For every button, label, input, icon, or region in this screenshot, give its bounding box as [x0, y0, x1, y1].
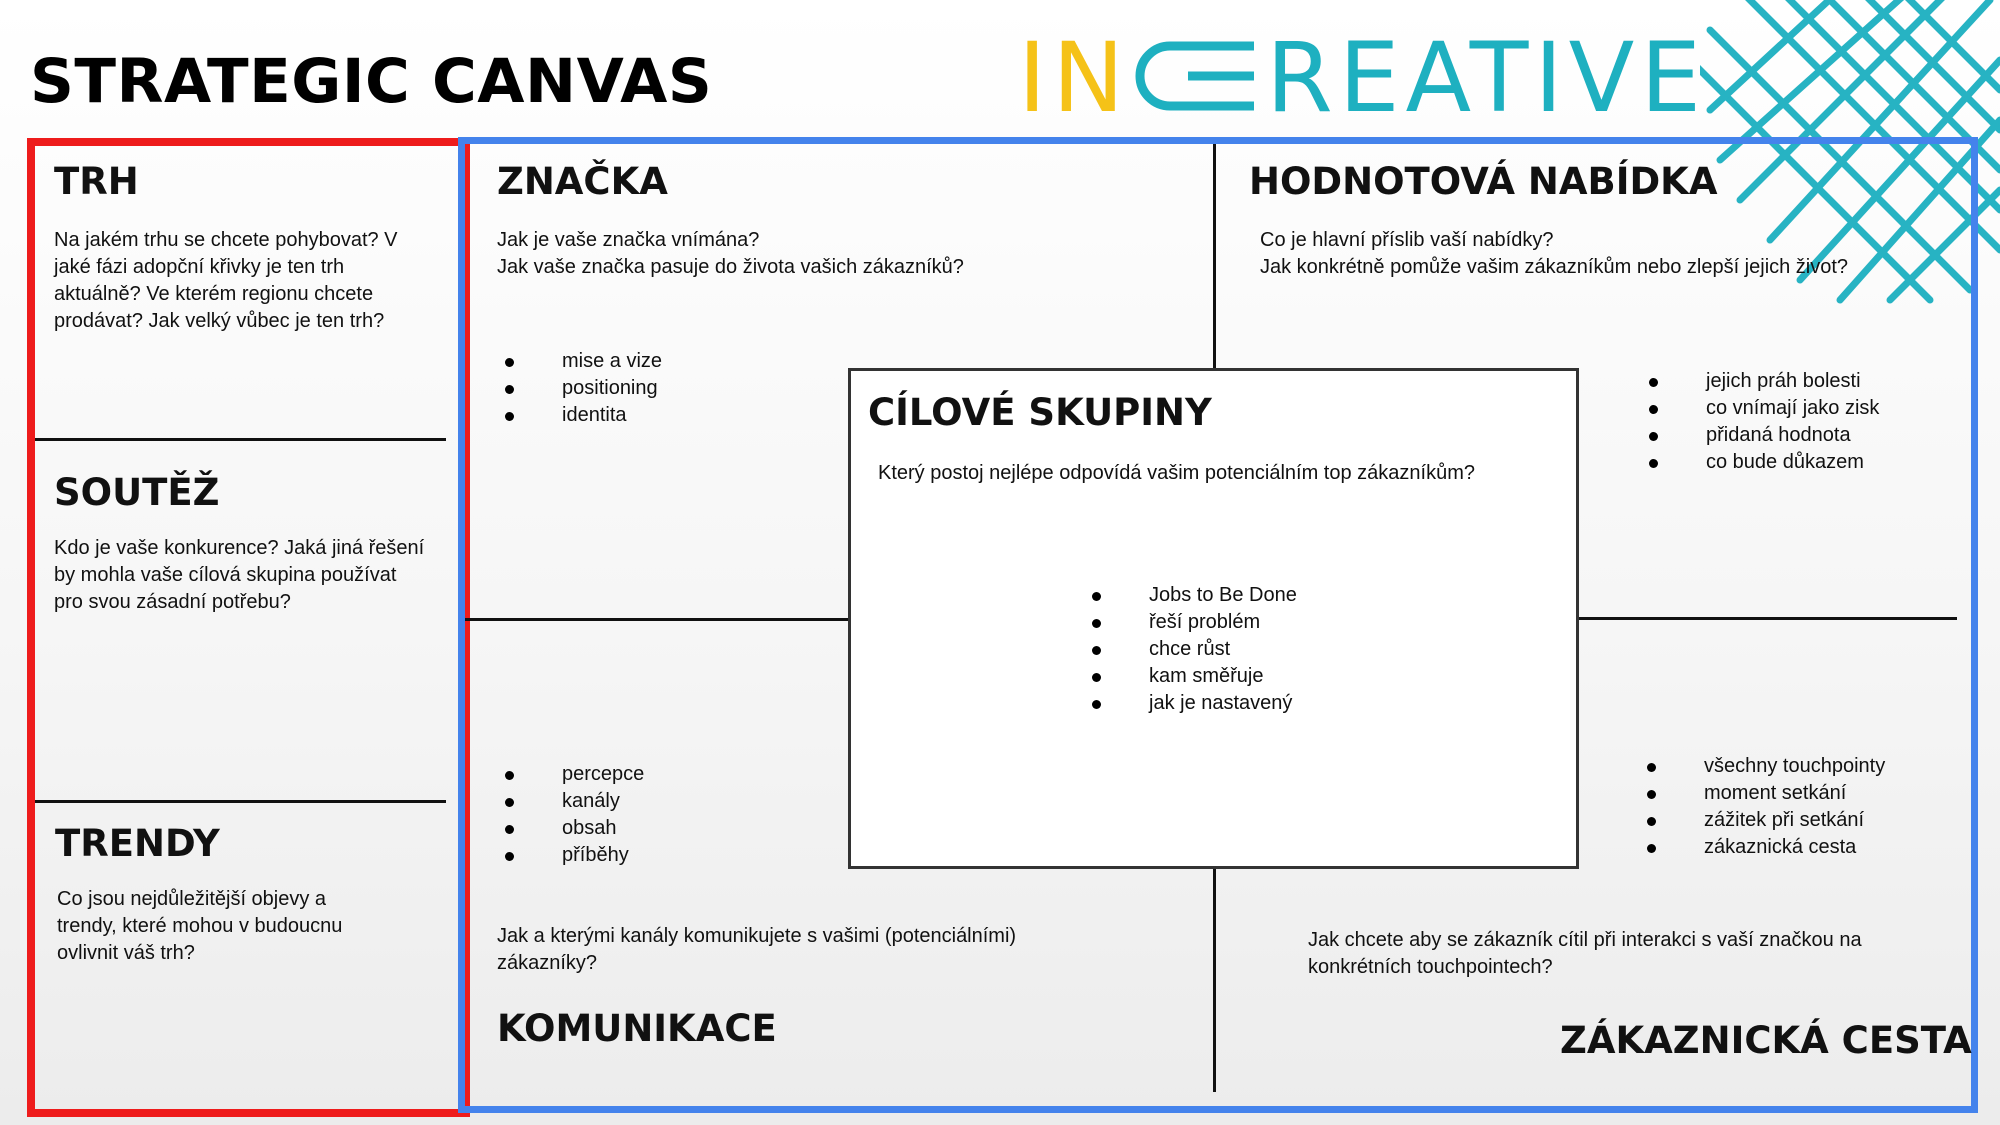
list-item: zážitek při setkání [1642, 807, 1885, 834]
list-item: jejich práh bolesti [1644, 368, 1879, 395]
list-item: Jobs to Be Done [1087, 582, 1297, 609]
zakaznicka-cesta-list [1642, 753, 1885, 861]
list-item: zákaznická cesta [1642, 834, 1885, 861]
list-item: přidaná hodnota [1644, 422, 1879, 449]
list-item: příběhy [500, 842, 644, 869]
section-title-trendy: TRENDY [55, 822, 220, 865]
logo-part-in: IN [1018, 22, 1131, 134]
list-item: mise a vize [500, 348, 662, 375]
divider-left-horizontal [465, 618, 850, 621]
section-title-zakaznicka-cesta: ZÁKAZNICKÁ CESTA [1560, 1019, 1972, 1062]
list-item: co bude důkazem [1644, 449, 1879, 476]
divider-trh-soutez [35, 438, 446, 441]
list-item: chce růst [1087, 636, 1297, 663]
page-title: STRATEGIC CANVAS [30, 46, 713, 117]
komunikace-question: Jak a kterými kanály komunikujete s vašimi (potenciálními) zákazníky? [497, 925, 1017, 974]
znacka-question-2: Jak vaše značka pasuje do života vašich zákazníků? [497, 256, 964, 278]
list-item: jak je nastavený [1087, 690, 1297, 717]
list-item: kam směřuje [1087, 663, 1297, 690]
hodnotova-question-2: Jak konkrétně pomůže vašim zákazníkům nebo zlepší jejich život? [1260, 256, 1849, 278]
list-item: percepce [500, 761, 644, 788]
section-title-cilove-skupiny: CÍLOVÉ SKUPINY [868, 391, 1212, 434]
list-item: moment setkání [1642, 780, 1885, 807]
list-item: všechny touchpointy [1642, 753, 1885, 780]
increative-logo [1018, 22, 1707, 134]
znacka-question-1: Jak je vaše značka vnímána? [497, 229, 760, 251]
section-title-soutez: SOUTĚŽ [54, 471, 220, 514]
logo-c-shape-icon [1132, 41, 1258, 111]
section-title-komunikace: KOMUNIKACE [497, 1007, 777, 1050]
znacka-list [500, 348, 662, 429]
section-title-znacka: ZNAČKA [497, 160, 668, 203]
divider-right-horizontal [1577, 617, 1957, 620]
zakaznicka-cesta-question: Jak chcete aby se zákazník cítil při interakci s vaší značkou na konkrétních touchpointech? [1308, 929, 1862, 978]
divider-top-vertical [1213, 144, 1216, 370]
cilove-skupiny-question: Který postoj nejlépe odpovídá vašim potenciálním top zákazníkům? [878, 462, 1476, 484]
list-item: identita [500, 402, 662, 429]
cilove-skupiny-list [1087, 582, 1297, 717]
hodnotova-list [1644, 368, 1879, 476]
section-text-trendy: Co jsou nejdůležitější objevy a trendy, které mohou v budoucnu ovlivnit váš trh? [57, 888, 343, 964]
list-item: kanály [500, 788, 644, 815]
hodnotova-question-1: Co je hlavní příslib vaší nabídky? [1260, 229, 1554, 251]
list-item: positioning [500, 375, 662, 402]
divider-bottom-vertical [1213, 867, 1216, 1092]
komunikace-list [500, 761, 644, 869]
section-text-trh: Na jakém trhu se chcete pohybovat? V jaké fázi adopční křivky je ten trh aktuálně? Ve kterém regionu chcete prodávat? Jak velký vůbec je ten trh? [54, 229, 398, 332]
section-title-hodnotova-nabidka: HODNOTOVÁ NABÍDKA [1249, 160, 1718, 203]
divider-soutez-trendy [35, 800, 446, 803]
list-item: řeší problém [1087, 609, 1297, 636]
list-item: co vnímají jako zisk [1644, 395, 1879, 422]
logo-part-reative: REATIVE [1266, 22, 1707, 134]
list-item: obsah [500, 815, 644, 842]
section-text-soutez: Kdo je vaše konkurence? Jaká jiná řešení by mohla vaše cílová skupina používat pro svou zásadní potřebu? [54, 537, 425, 613]
section-title-trh: TRH [54, 160, 139, 203]
